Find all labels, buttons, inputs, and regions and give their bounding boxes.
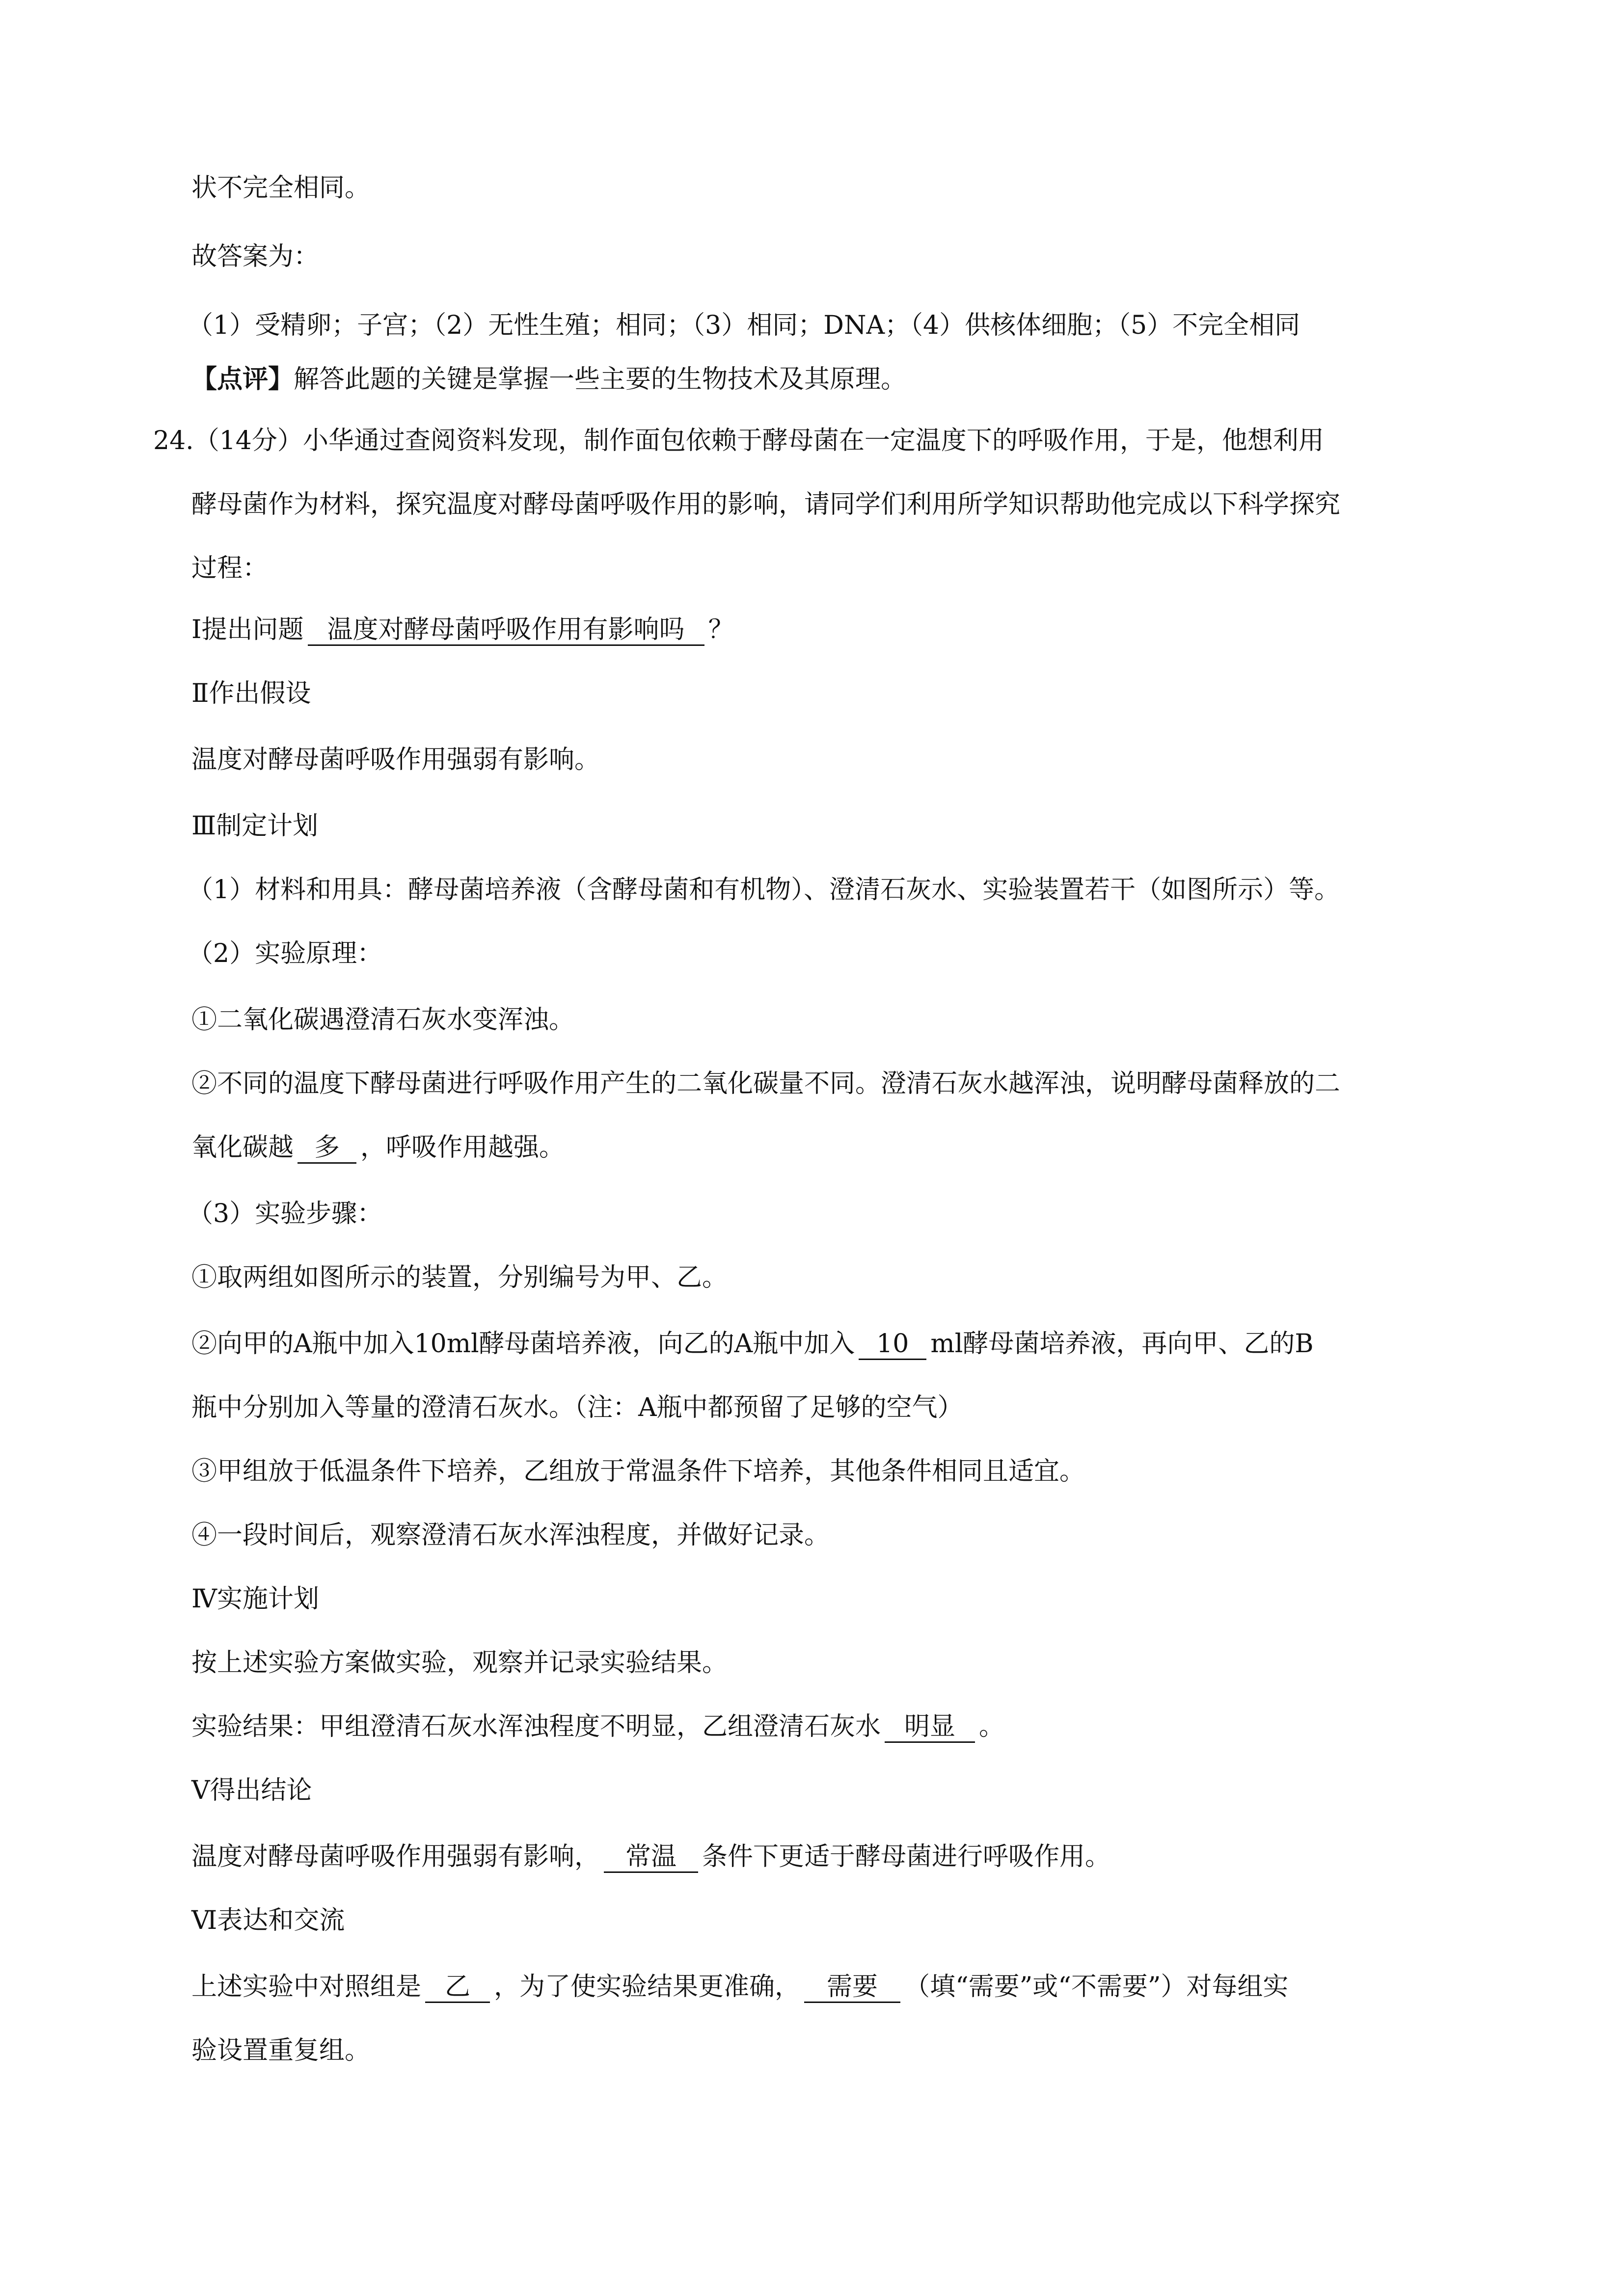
exchange-pre: 上述实验中对照组是 [191,1972,422,2002]
step-b-pre: ②向甲的A瓶中加入10ml酵母菌培养液，向乙的A瓶中加入 [191,1329,855,1359]
principle-2-line-1: ②不同的温度下酵母菌进行呼吸作用产生的二氧化碳量不同。澄清石灰水越浑浊，说明酵母菌释放的二 [191,1069,1341,1098]
step-6-line-2: 验设置重复组。 [191,2036,371,2065]
step-b-line-1 [191,1325,1314,1362]
answer-line: （1）受精卵；子宫；（2）无性生殖；相同；（3）相同；DNA；（4）供核体细胞；（5）不完全相同 [188,311,1300,340]
question-24-intro [153,422,1324,459]
principle-2-pre: 氧化碳越 [191,1133,294,1162]
answer-blank-need: 需要 [804,1972,900,2003]
answer-blank-obvious: 明显 [885,1712,975,1743]
answer-blank-room-temp: 常温 [604,1842,698,1873]
plan-steps-title: （3）实验步骤： [188,1199,383,1228]
prev-line-tail: 状不完全相同。 [191,173,371,203]
step-b-post: ml酵母菌培养液，再向甲、乙的B [930,1329,1314,1359]
plan-principle-title: （2）实验原理： [188,939,383,968]
step-1-line [191,611,734,648]
conclusion-post: 条件下更适于酵母菌进行呼吸作用。 [702,1842,1111,1871]
answer-blank-question: 温度对酵母菌呼吸作用有影响吗 [308,615,704,646]
result-pre: 实验结果：甲组澄清石灰水浑浊程度不明显，乙组澄清石灰水 [191,1712,881,1741]
comment-text: 解答此题的关键是掌握一些主要的生物技术及其原理。 [294,365,907,394]
answer-intro: 故答案为： [191,242,320,271]
step-3-title: Ⅲ制定计划 [191,811,319,841]
comment-line [191,361,906,398]
step-2-title: Ⅱ作出假设 [191,679,311,708]
plan-materials: （1）材料和用具：酵母菌培养液（含酵母菌和有机物）、澄清石灰水、实验装置若干（如图所示）等。 [188,875,1340,905]
answer-blank-more: 多 [298,1133,356,1164]
question-number: 24.（14分） [153,426,303,455]
principle-2-post: ，呼吸作用越强。 [360,1133,565,1162]
result-post: 。 [979,1712,1005,1741]
step-c: ③甲组放于低温条件下培养，乙组放于常温条件下培养，其他条件相同且适宜。 [191,1457,1085,1486]
question-intro-1: 小华通过查阅资料发现，制作面包依赖于酵母菌在一定温度下的呼吸作用，于是，他想利用 [302,426,1324,455]
exchange-post: （填“需要”或“不需要”）对每组实 [904,1972,1289,2002]
answer-blank-volume: 10 [859,1329,926,1360]
step-a: ①取两组如图所示的装置，分别编号为甲、乙。 [191,1263,728,1292]
question-intro-2: 酵母菌作为材料，探究温度对酵母菌呼吸作用的影响，请同学们利用所学知识帮助他完成以下科学探究 [191,490,1341,519]
step-4-result [191,1708,1004,1745]
principle-2-line-2 [191,1129,565,1166]
step-5-text [191,1838,1110,1875]
step-4-title: Ⅳ实施计划 [191,1584,319,1614]
answer-blank-control: 乙 [425,1972,490,2003]
step-6-line-1 [191,1968,1288,2005]
step-6-title: Ⅵ表达和交流 [191,1906,345,1935]
principle-1: ①二氧化碳遇澄清石灰水变浑浊。 [191,1005,575,1035]
step-b-line-2: 瓶中分别加入等量的澄清石灰水。（注：A瓶中都预留了足够的空气） [191,1393,963,1422]
exchange-mid: ，为了使实验结果更准确， [494,1972,801,2002]
step-1-label: I提出问题 [191,615,304,644]
conclusion-pre: 温度对酵母菌呼吸作用强弱有影响， [191,1842,600,1871]
step-5-title: Ⅴ得出结论 [191,1776,312,1805]
step-1-mark: ？ [708,615,734,644]
comment-tag: 【点评】 [191,364,294,394]
question-intro-3: 过程： [191,554,269,583]
step-2-text: 温度对酵母菌呼吸作用强弱有影响。 [191,745,600,774]
step-d: ④一段时间后，观察澄清石灰水浑浊程度，并做好记录。 [191,1521,830,1550]
step-4-text: 按上述实验方案做实验，观察并记录实验结果。 [191,1648,728,1678]
